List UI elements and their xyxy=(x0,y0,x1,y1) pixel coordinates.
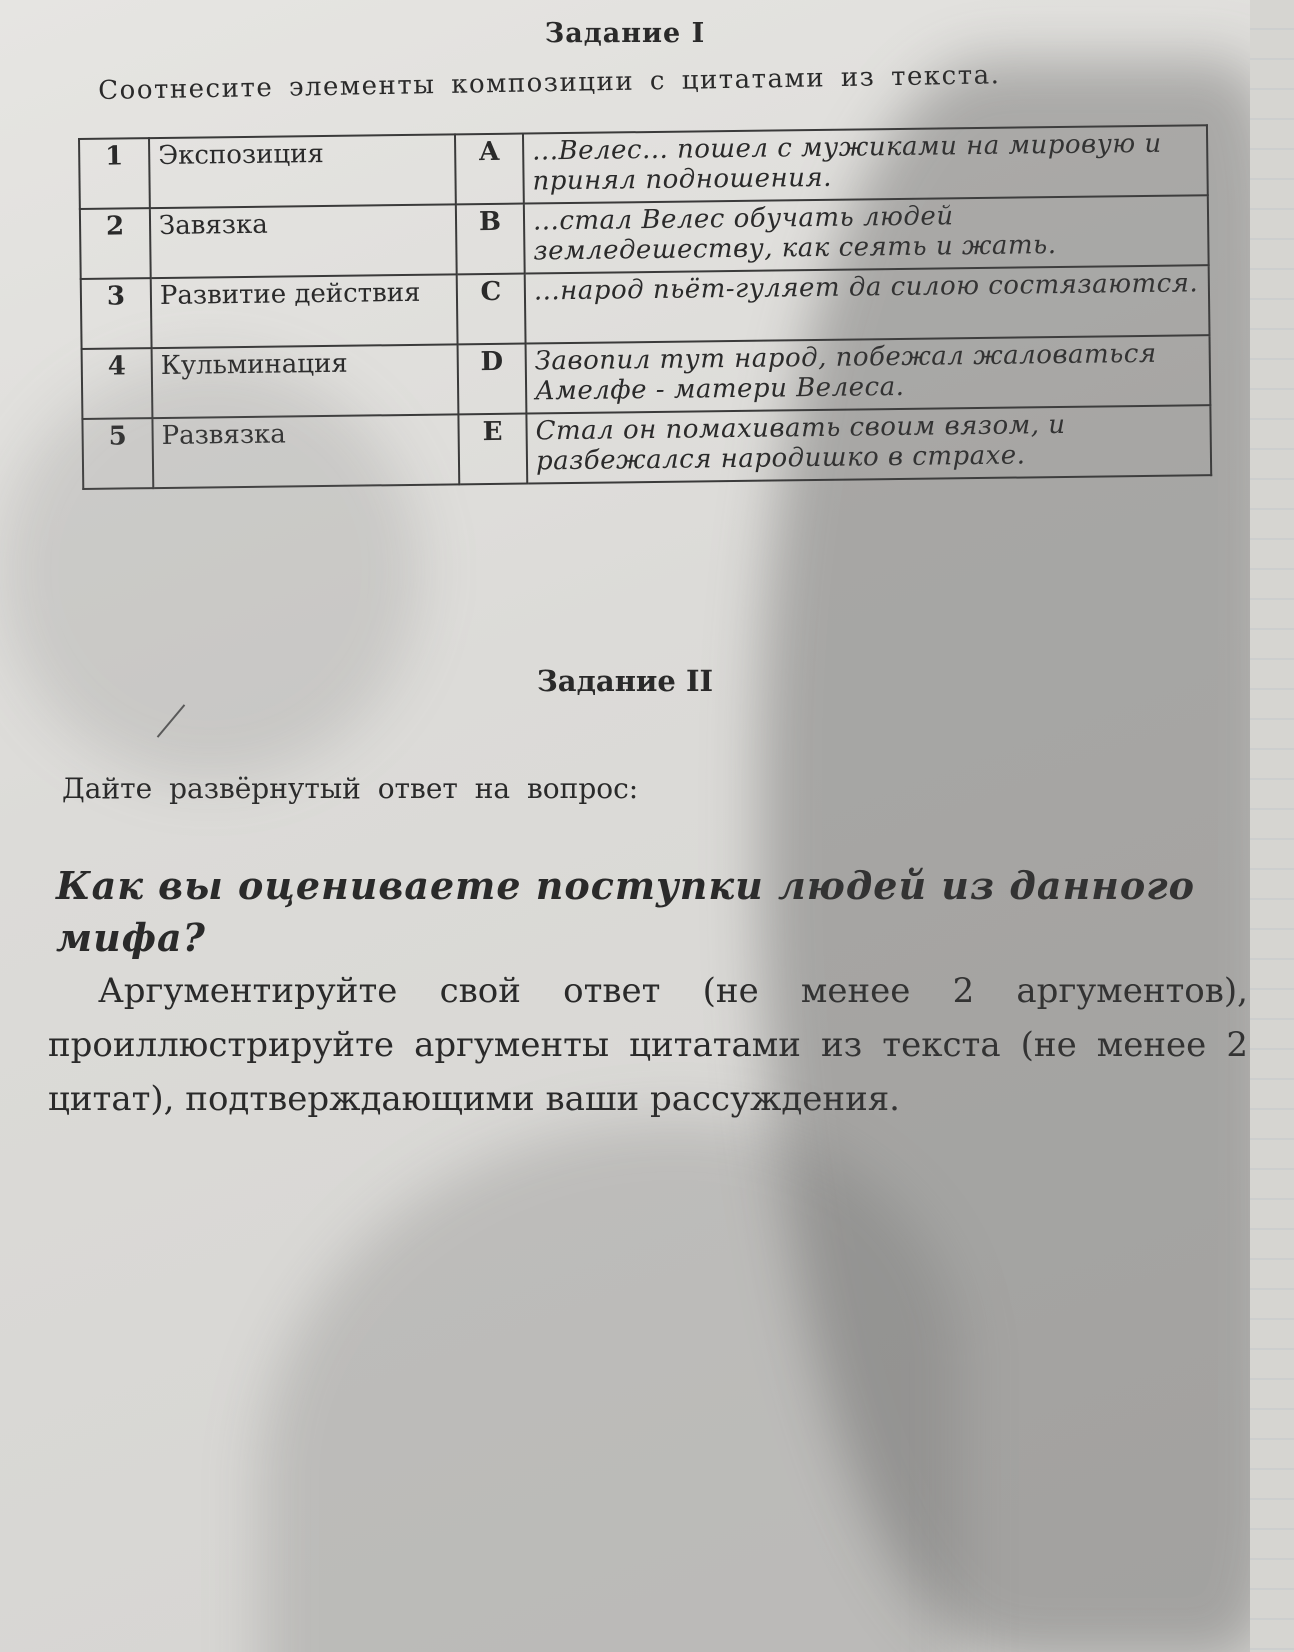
task1-instruction: Соотнесите элементы композиции с цитатами из текста. xyxy=(98,60,1001,106)
task2-title: Задание II xyxy=(536,664,714,698)
pen-mark xyxy=(157,704,186,737)
row-number: 2 xyxy=(80,208,151,279)
row-number: 4 xyxy=(82,348,153,419)
quote-letter: C xyxy=(457,274,526,345)
quote-text: ...Велес... пошел с мужиками на мировую и принял подношения. xyxy=(523,125,1208,203)
row-number: 3 xyxy=(81,278,152,349)
quote-letter: D xyxy=(458,344,527,415)
quote-letter: E xyxy=(458,414,527,485)
task2-question: Как вы оцениваете поступки людей из данного мифа? xyxy=(56,863,1195,960)
composition-element: Завязка xyxy=(150,204,457,278)
table-row xyxy=(82,405,1211,489)
row-number: 1 xyxy=(79,138,150,209)
matching-table xyxy=(78,124,1212,490)
row-number: 5 xyxy=(82,418,153,489)
quote-text: ...народ пьёт-гуляет да силою состязаются. xyxy=(525,265,1210,343)
composition-element: Кульминация xyxy=(152,344,459,418)
quote-text: Стал он помахивать своим вязом, и разбежался народишко в страхе. xyxy=(526,405,1211,483)
hand-shadow-lower xyxy=(260,1120,960,1652)
matching-table-wrapper xyxy=(78,124,1212,490)
quote-letter: A xyxy=(455,134,524,205)
task1-title: Задание I xyxy=(544,18,706,49)
composition-element: Экспозиция xyxy=(149,134,456,208)
task2-prompt: Дайте развёрнутый ответ на вопрос: xyxy=(62,772,639,805)
quote-text: ...стал Велес обучать людей земледешеству, как сеять и жать. xyxy=(524,195,1209,273)
quote-text: Завопил тут народ, побежал жаловаться Амелфе - матери Велеса. xyxy=(526,335,1211,413)
composition-element: Развязка xyxy=(152,414,459,488)
task2-instructions: Аргументируйте свой ответ (не менее 2 аргументов), проиллюстрируйте аргументы цитатами из текста (не менее 2 цитат), подтверждающими ваши рассуждения. xyxy=(48,971,1248,1119)
quote-letter: B xyxy=(456,204,525,275)
composition-element: Развитие действия xyxy=(151,274,458,348)
